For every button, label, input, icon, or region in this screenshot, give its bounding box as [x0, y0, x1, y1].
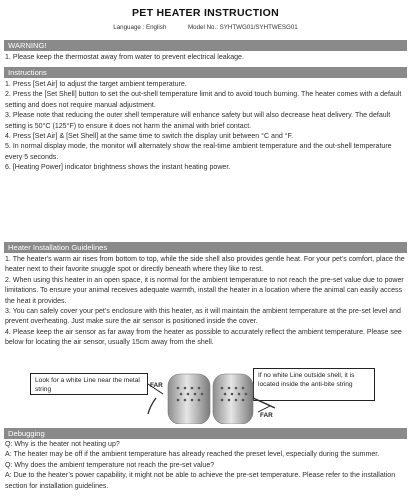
right-callout: If no white Line outside shell, it is located inside the anti-bite string	[253, 368, 375, 401]
document-subtitle	[0, 24, 411, 31]
instruction-item: 2. Press the [Set Shell] button to set the out-shell temperature limit and to avoid touch burning. The heater comes with a default setting and does not require manual adjustment.	[5, 91, 402, 109]
instructions-heading: Instructions	[4, 67, 407, 78]
instruction-item: 5. In normal display mode, the monitor will alternately show the real-time ambient temperature and the out-shell temperature every 5 seconds.	[5, 143, 392, 161]
debug-answer: A: Due to the heater’s power capability, it might not be able to achieve the pre-set temperature. Please refer to the installation section for installation guidelines.	[5, 472, 396, 490]
guideline-item: 1. The heater's warm air rises from bottom to top, while the side shell also provides gentle heat. For your pet's comfort, place the heater next to their favorite snuggle spot or directly beneath where they like to rest.	[5, 256, 405, 274]
far-label-left: FAR	[150, 382, 163, 389]
guideline-item: 3. You can safely cover your pet’s enclosure with this heater, as it will maintain the ambient temperature at the pre-set level and prevent overheating. Just make sure the air sensor is positioned inside the cover.	[5, 308, 401, 326]
model-label: Model No.: SYHTWG01/SYHTWESG01	[188, 24, 298, 31]
guideline-item: 4. Please keep the air sensor as far away from the heater as possible to accurately reflect the ambient temperature. Please see below for locating the air sensor, usually 15cm away from the shell.	[5, 328, 402, 347]
guideline-item: 2. When using this heater in an open space, it is normal for the ambient temperature to not reach the pre-set value due to power limitations. To ensure your animal receives adequate warmth, install the heater in a location where the animal can easily access the heat it provides.	[5, 276, 404, 305]
instruction-item: 3. Please note that reducing the outer shell temperature will enhance safety but will also decrease heat delivery. The default setting is 50°C (125°F) to ensure it does not harm the animal with brief contact.	[5, 112, 391, 130]
document-title: PET HEATER INSTRUCTION	[132, 7, 279, 19]
debugging-list	[5, 440, 406, 492]
instruction-item: 1. Press [Set Air] to adjust the target ambient temperature.	[5, 81, 187, 88]
air-sensor-figure	[0, 368, 411, 424]
debug-question: Q: Why is the heater not heating up?	[5, 441, 120, 448]
debug-answer: A: The heater may be off if the ambient temperature has already reached the preset level, especially during the summer.	[5, 451, 380, 459]
warning-text: 1. Please keep the thermostat away from water to prevent electrical leakage.	[5, 54, 244, 61]
language-label: Language : English	[113, 24, 167, 31]
guidelines-list	[5, 255, 406, 349]
heater-illustration	[0, 368, 411, 424]
instruction-item: 4. Press [Set Air] & [Set Shell] at the same time to switch the display unit between °C and °F.	[5, 133, 294, 141]
debug-question: Q: Why does the ambient temperature not reach the pre-set value?	[5, 461, 215, 469]
warning-heading: WARNING!	[4, 40, 407, 51]
debugging-heading: Debugging	[4, 428, 407, 439]
instruction-item: 6. [Heating Power] indicator brightness shows the instant heating power.	[5, 164, 231, 172]
far-label-right: FAR	[260, 412, 273, 419]
guidelines-heading: Heater Installation Guidelines	[4, 242, 407, 253]
left-callout: Look for a white Line near the metal string	[30, 373, 148, 395]
instructions-list	[5, 80, 406, 174]
